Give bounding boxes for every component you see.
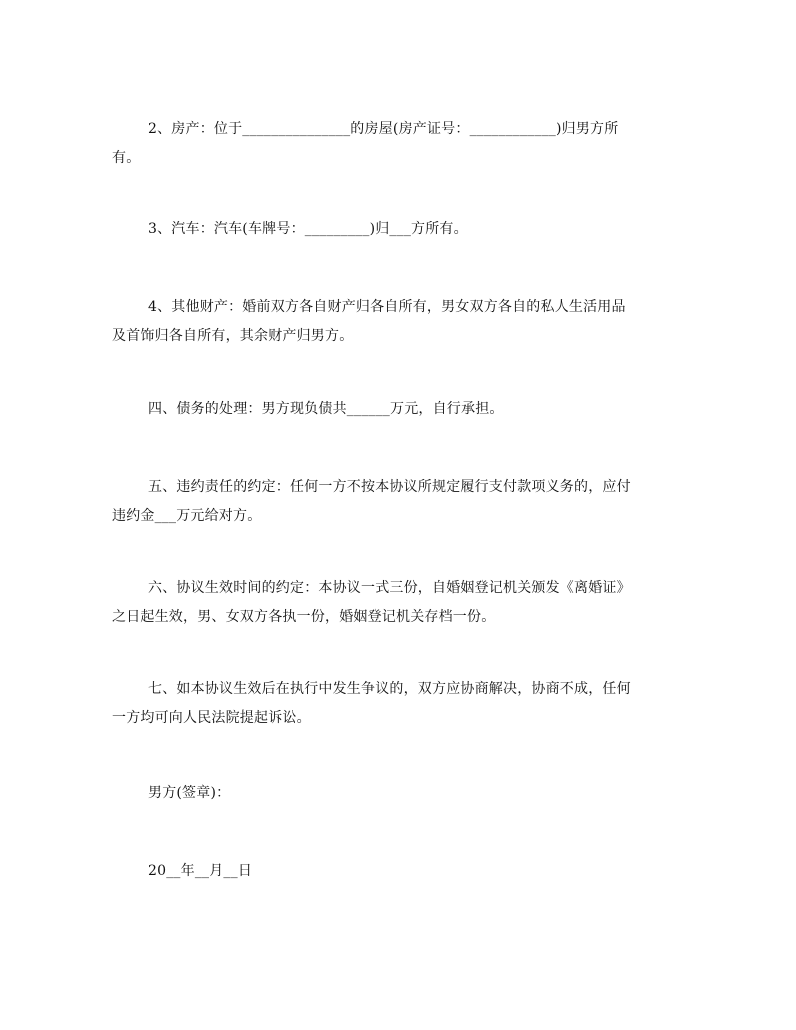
- clause-line: 3、汽车：汽车(车牌号：_________)归___方所有。: [148, 221, 468, 237]
- clause-effective-time: [112, 574, 684, 632]
- clause-other-property: [112, 293, 684, 351]
- signature-label: 男方(签章)：: [148, 785, 231, 801]
- clause-line: 4、其他财产：婚前双方各自财产归各自所有，男女双方各自的私人生活用品: [148, 299, 626, 315]
- clause-car-property: [112, 215, 684, 244]
- clause-line: 及首饰归各自所有，其余财产归男方。: [112, 328, 354, 344]
- clause-house-property: [112, 115, 684, 173]
- clause-line: 一方均可向人民法院提起诉讼。: [112, 710, 311, 726]
- clause-line: 五、违约责任的约定：任何一方不按本协议所规定履行支付款项义务的，应付: [148, 479, 631, 495]
- date-line: 20__年__月__日: [148, 863, 253, 879]
- clause-line: 之日起生效，男、女双方各执一份，婚姻登记机关存档一份。: [112, 609, 496, 625]
- clause-dispute-resolution: [112, 675, 684, 733]
- male-party-signature: [112, 779, 684, 808]
- clause-line: 七、如本协议生效后在执行中发生争议的，双方应协商解决，协商不成，任何: [148, 681, 631, 697]
- signing-date: [112, 857, 684, 886]
- clause-line: 2、房产：位于_______________的房屋(房产证号：____________)归男方所: [148, 121, 619, 137]
- clause-line: 有。: [112, 150, 141, 166]
- clause-line: 四、债务的处理：男方现负债共______万元，自行承担。: [148, 401, 504, 417]
- clause-debts: [112, 395, 684, 424]
- clause-breach-liability: [112, 473, 684, 531]
- clause-line: 六、协议生效时间的约定：本协议一式三份，自婚姻登记机关颁发《离婚证》: [148, 580, 631, 596]
- clause-line: 违约金___万元给对方。: [112, 508, 262, 524]
